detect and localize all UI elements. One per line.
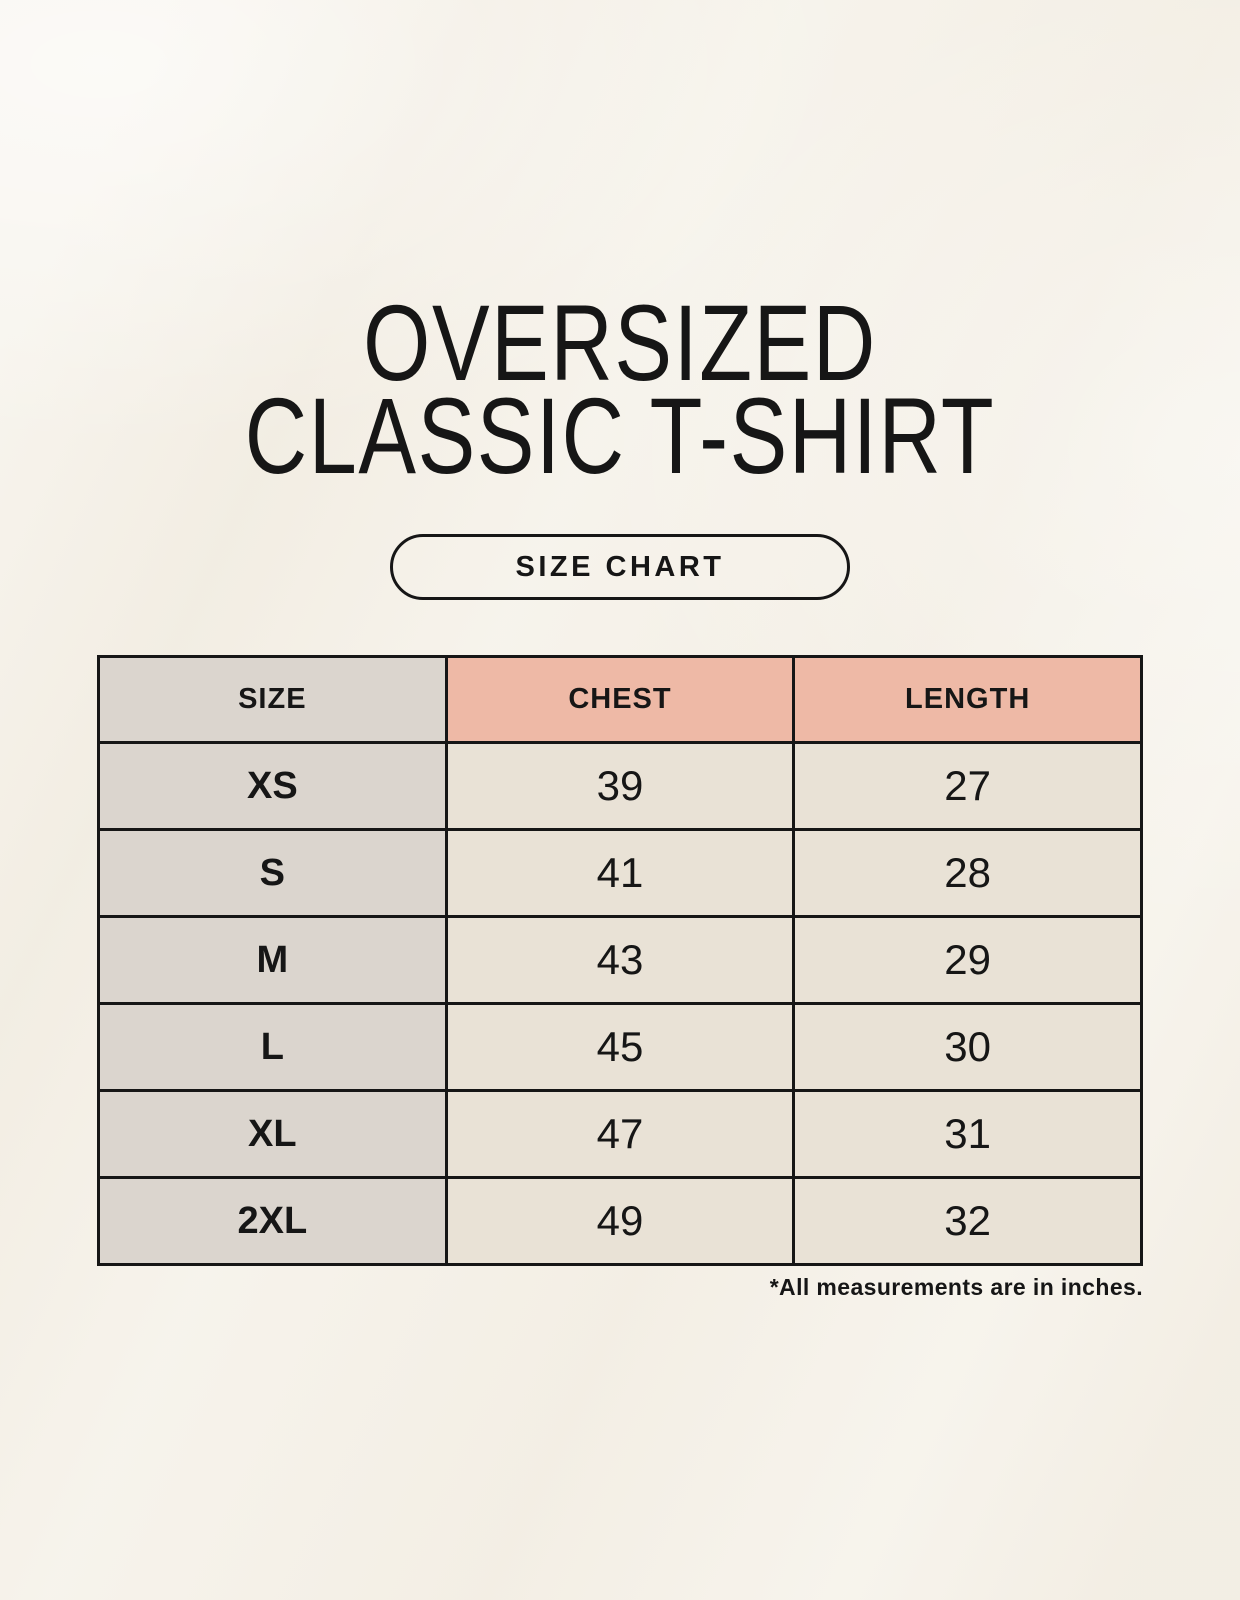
table-header-row: [99, 657, 1142, 743]
cell-size: 2XL: [99, 1178, 447, 1265]
cell-size: L: [99, 1004, 447, 1091]
product-title-line-2: CLASSIC T-SHIRT: [244, 375, 996, 496]
cell-chest: 45: [446, 1004, 794, 1091]
size-chart-button[interactable]: [390, 534, 850, 600]
table-body: [99, 743, 1142, 1265]
cell-chest: 43: [446, 917, 794, 1004]
table-row-xs: [99, 743, 1142, 830]
table-row-xl: [99, 1091, 1142, 1178]
column-header-chest: CHEST: [446, 657, 794, 743]
column-header-size: SIZE: [99, 657, 447, 743]
cell-length: 31: [794, 1091, 1142, 1178]
table-row-m: [99, 917, 1142, 1004]
size-chart-table-wrap: [97, 655, 1143, 1266]
size-chart-button-label: SIZE CHART: [515, 550, 725, 583]
cell-chest: 47: [446, 1091, 794, 1178]
cell-chest: 41: [446, 830, 794, 917]
table-header: [99, 657, 1142, 743]
column-header-length: LENGTH: [794, 657, 1142, 743]
size-chart-table: [97, 655, 1143, 1266]
cell-length: 27: [794, 743, 1142, 830]
cell-size: S: [99, 830, 447, 917]
product-title-line-1: OVERSIZED: [363, 282, 877, 403]
cell-chest: 49: [446, 1178, 794, 1265]
cell-length: 32: [794, 1178, 1142, 1265]
cell-length: 29: [794, 917, 1142, 1004]
cell-size: M: [99, 917, 447, 1004]
table-row-2xl: [99, 1178, 1142, 1265]
measurements-footnote: *All measurements are in inches.: [769, 1274, 1143, 1300]
table-row-l: [99, 1004, 1142, 1091]
table-row-s: [99, 830, 1142, 917]
cell-length: 28: [794, 830, 1142, 917]
cell-size: XL: [99, 1091, 447, 1178]
cell-size: XS: [99, 743, 447, 830]
cell-chest: 39: [446, 743, 794, 830]
cell-length: 30: [794, 1004, 1142, 1091]
size-chart-button-row: [0, 534, 1240, 600]
product-title: [124, 0, 1116, 496]
